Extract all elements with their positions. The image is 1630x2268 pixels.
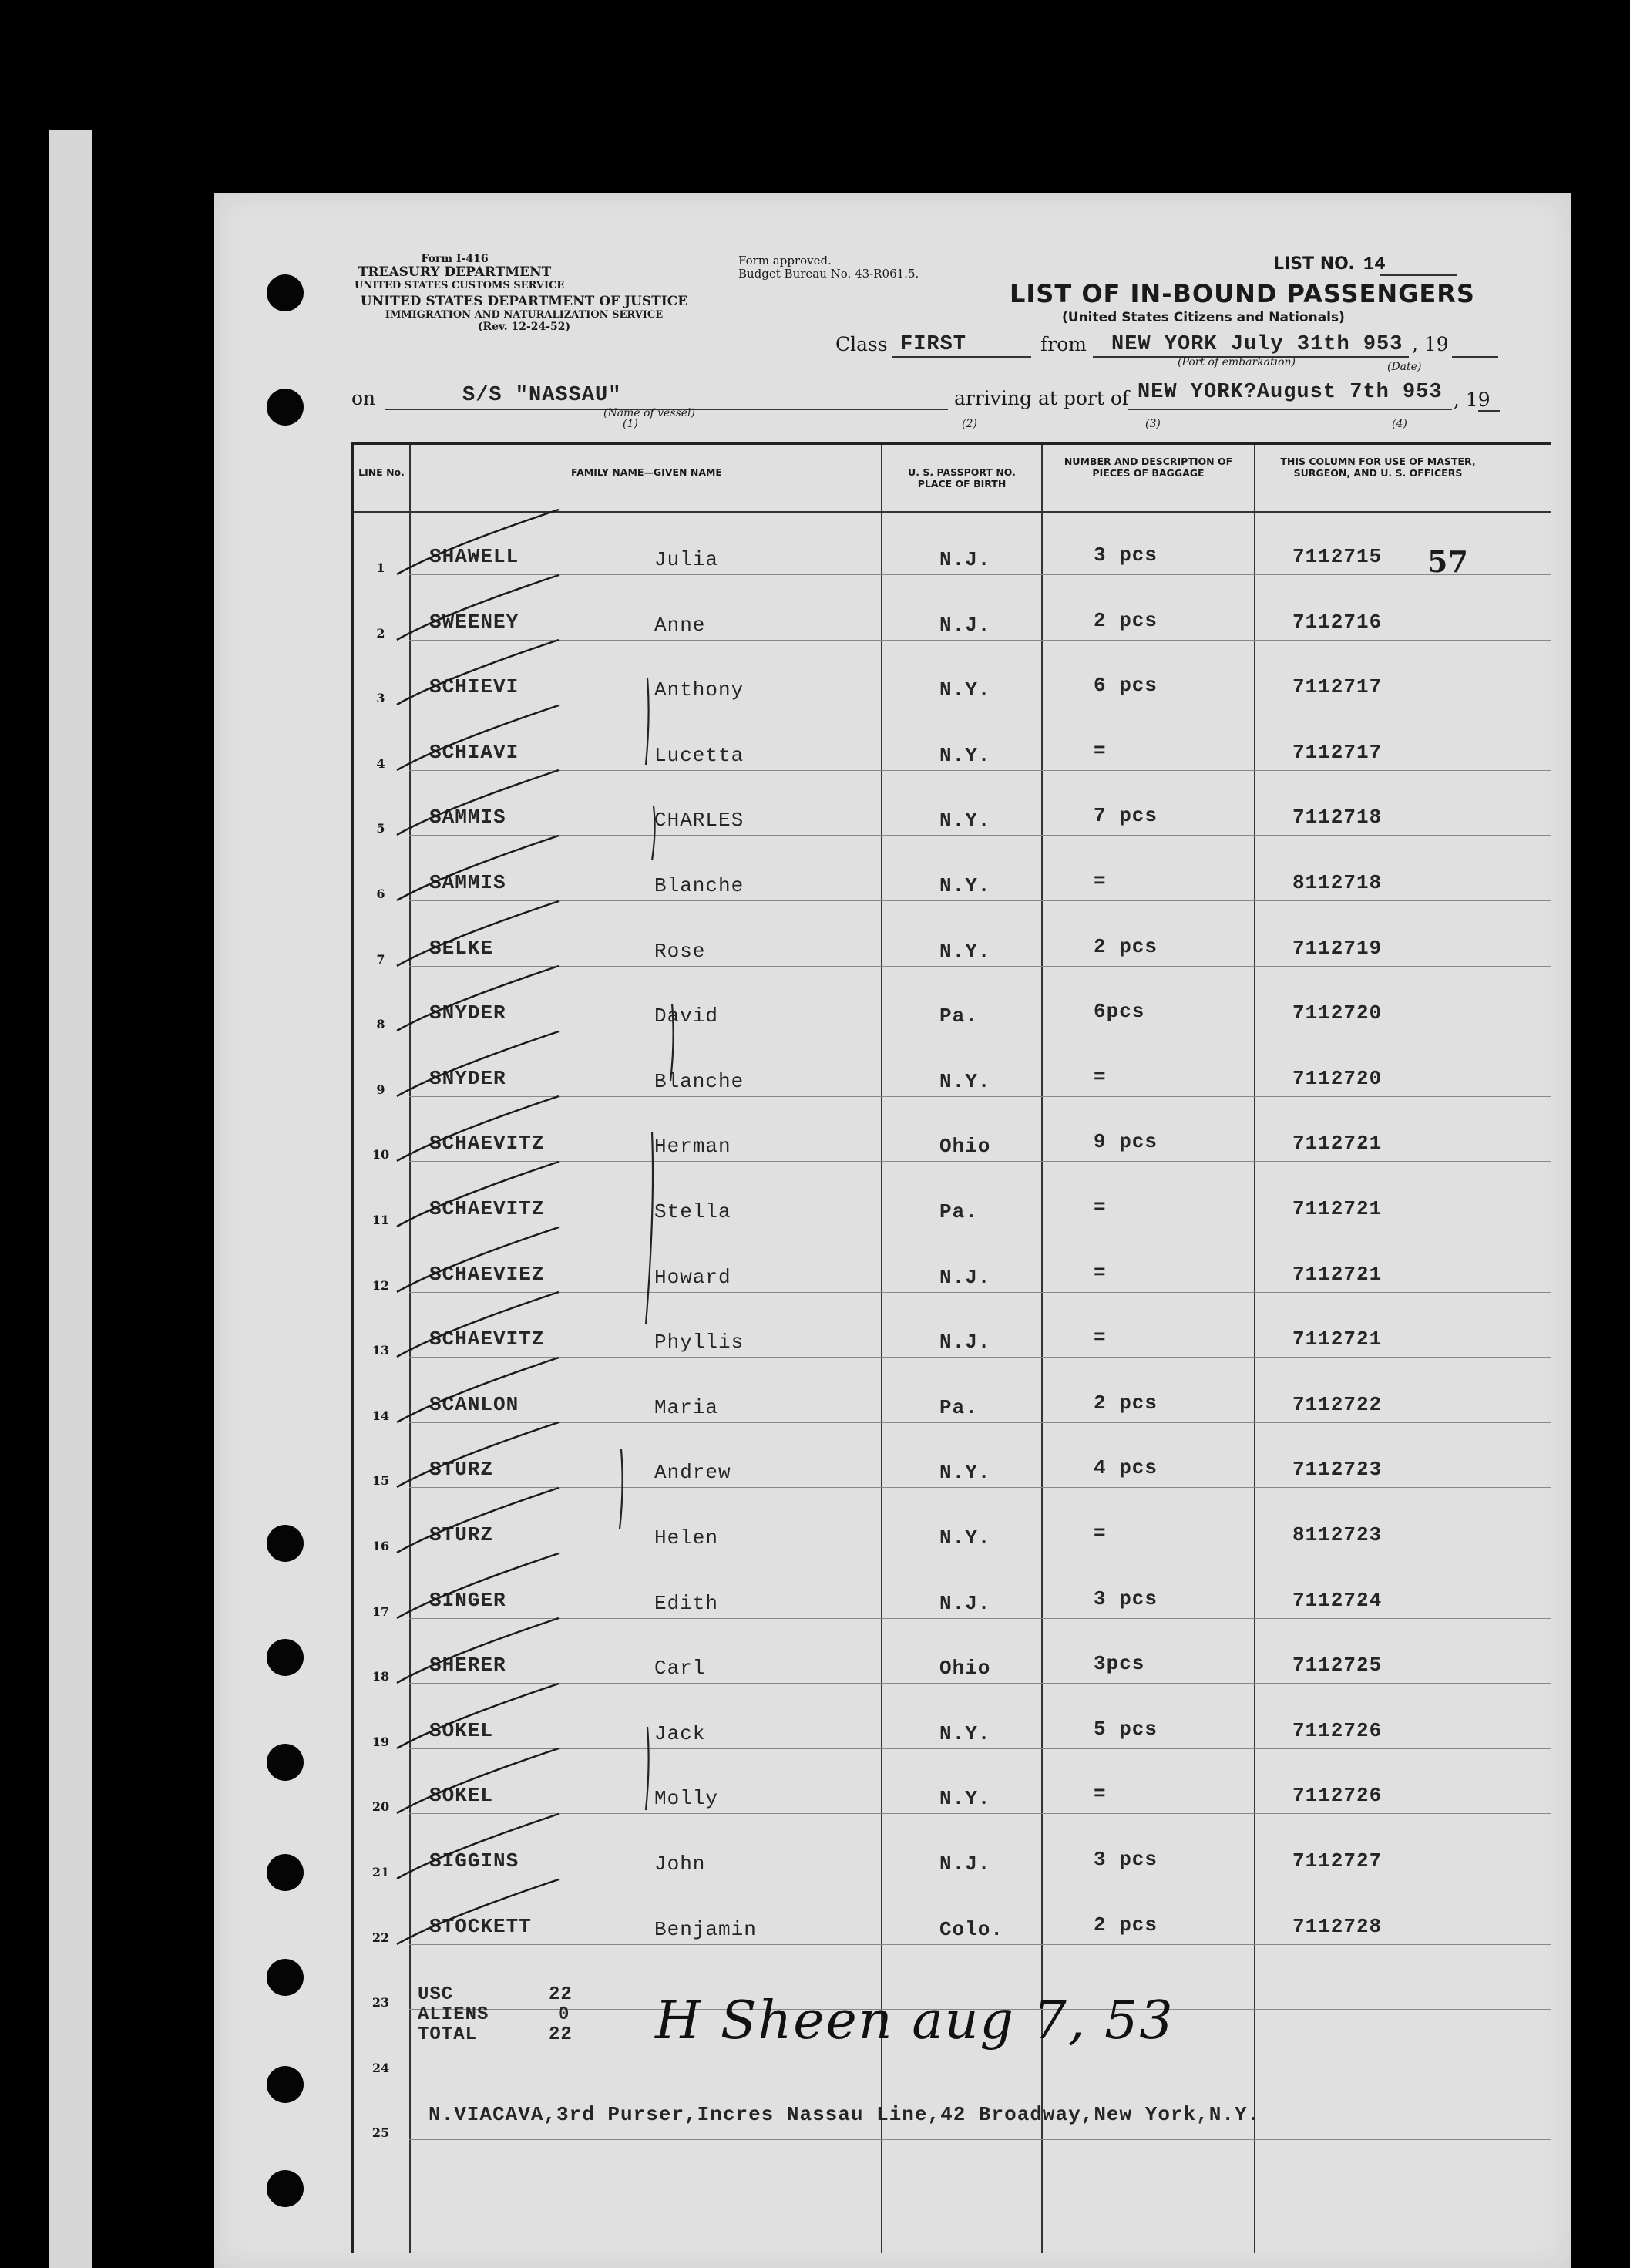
line-number: 22 bbox=[371, 1930, 390, 1945]
form-number: Form I-416 bbox=[421, 253, 489, 265]
passenger-family-name: SAMMIS bbox=[429, 806, 506, 829]
list-no-label: LIST NO. bbox=[1273, 254, 1355, 274]
officer-number: 7112719 bbox=[1292, 936, 1383, 960]
check-mark bbox=[397, 640, 566, 709]
place-of-birth: N.Y. bbox=[939, 809, 991, 833]
date-caption: (Date) bbox=[1387, 361, 1422, 373]
check-mark bbox=[397, 1488, 566, 1557]
baggage-pieces: 7 pcs bbox=[1094, 804, 1158, 828]
line-number: 16 bbox=[371, 1539, 390, 1553]
officer-number: 7112720 bbox=[1292, 1066, 1383, 1090]
row-rule bbox=[409, 1748, 1551, 1749]
place-of-birth: N.J. bbox=[939, 1331, 991, 1354]
place-of-birth: N.J. bbox=[939, 1265, 991, 1289]
arriving-value: NEW YORK?August 7th 953 bbox=[1138, 381, 1443, 404]
passenger-family-name: SCHIEVI bbox=[429, 675, 519, 699]
manifest-sheet bbox=[214, 193, 1571, 2268]
baggage-pieces: = bbox=[1094, 1260, 1107, 1284]
passenger-family-name: SOKEL bbox=[429, 1784, 494, 1808]
usc-label: USC bbox=[418, 1984, 454, 2005]
officer-number: 7112728 bbox=[1292, 1914, 1383, 1938]
header-name: FAMILY NAME—GIVEN NAME bbox=[571, 466, 722, 478]
officer-number: 7112722 bbox=[1292, 1392, 1383, 1416]
list-number bbox=[1273, 254, 1386, 275]
place-of-birth: N.J. bbox=[939, 1591, 991, 1615]
col-num-1: (1) bbox=[623, 418, 638, 430]
from-value: NEW YORK July 31th 953 bbox=[1111, 333, 1403, 356]
baggage-pieces: = bbox=[1094, 1326, 1107, 1350]
officer-number: 7112715 bbox=[1292, 545, 1383, 568]
passenger-given-name: Stella bbox=[654, 1200, 731, 1223]
treasury-dept: TREASURY DEPARTMENT bbox=[358, 264, 552, 281]
passenger-family-name: SHAWELL bbox=[429, 545, 519, 568]
passenger-family-name: SCHAEVIEZ bbox=[429, 1262, 545, 1286]
passenger-family-name: SNYDER bbox=[429, 1001, 506, 1025]
line-number: 2 bbox=[376, 625, 385, 641]
officer-number: 7112718 bbox=[1292, 806, 1383, 829]
vessel-caption: (Name of vessel) bbox=[603, 407, 695, 419]
place-of-birth: N.Y. bbox=[939, 939, 991, 963]
passenger-given-name: Maria bbox=[654, 1395, 719, 1419]
place-of-birth: Colo. bbox=[939, 1917, 1004, 1941]
passenger-family-name: SINGER bbox=[429, 1588, 506, 1612]
passenger-given-name: David bbox=[654, 1004, 719, 1028]
baggage-pieces: 4 pcs bbox=[1094, 1456, 1158, 1480]
check-mark bbox=[397, 1096, 566, 1166]
passenger-family-name: SNYDER bbox=[429, 1066, 506, 1090]
form-approved: Form approved. bbox=[738, 254, 832, 268]
check-mark bbox=[397, 1162, 566, 1231]
baggage-pieces: 6pcs bbox=[1094, 1000, 1145, 1024]
passenger-family-name: SELKE bbox=[429, 936, 494, 960]
officer-number: 8112723 bbox=[1292, 1523, 1383, 1546]
purser-footer: N.VIACAVA,3rd Purser,Incres Nassau Line,42 Broadway,New York,N.Y. bbox=[429, 2103, 1261, 2126]
revision: (Rev. 12-24-52) bbox=[477, 321, 571, 334]
place-of-birth: N.Y. bbox=[939, 1526, 991, 1550]
passenger-family-name: SCHAEVITZ bbox=[429, 1197, 545, 1220]
baggage-pieces: = bbox=[1094, 1782, 1107, 1806]
line-number: 9 bbox=[376, 1082, 385, 1097]
year-underline-2 bbox=[1478, 410, 1500, 412]
passenger-given-name: Phyllis bbox=[654, 1331, 744, 1354]
row-rule bbox=[409, 1292, 1551, 1293]
baggage-pieces: 2 pcs bbox=[1094, 1391, 1158, 1415]
row-rule bbox=[409, 966, 1551, 967]
baggage-pieces: 6 pcs bbox=[1094, 674, 1158, 698]
baggage-pieces: 3 pcs bbox=[1094, 543, 1158, 567]
place-of-birth: N.J. bbox=[939, 548, 991, 571]
check-mark bbox=[397, 1748, 566, 1818]
baggage-pieces: = bbox=[1094, 870, 1107, 893]
handwritten-note: 57 bbox=[1427, 544, 1468, 579]
page-title: LIST OF IN-BOUND PASSENGERS bbox=[1010, 279, 1475, 308]
officer-number: 7112716 bbox=[1292, 610, 1383, 634]
line-number: 17 bbox=[371, 1603, 390, 1619]
row-rule bbox=[409, 2139, 1551, 2140]
passenger-given-name: Carl bbox=[654, 1657, 706, 1681]
check-mark bbox=[397, 705, 566, 775]
baggage-pieces: = bbox=[1094, 739, 1107, 762]
punch-hole bbox=[267, 1744, 304, 1781]
check-mark bbox=[397, 836, 566, 905]
total-label: TOTAL bbox=[418, 2024, 478, 2045]
budget-bureau: Budget Bureau No. 43-R061.5. bbox=[738, 267, 919, 281]
passenger-family-name: SCANLON bbox=[429, 1392, 519, 1416]
baggage-pieces: 3 pcs bbox=[1094, 1848, 1158, 1871]
officer-number: 7112717 bbox=[1292, 740, 1383, 764]
punch-hole bbox=[267, 389, 304, 426]
passenger-given-name: Herman bbox=[654, 1135, 731, 1159]
class-label: Class bbox=[835, 333, 888, 355]
col-num-3: (3) bbox=[1145, 418, 1161, 430]
passenger-given-name: Blanche bbox=[654, 874, 744, 897]
header-officers: THIS COLUMN FOR USE OF MASTER, SURGEON, AND U. S. OFFICERS bbox=[1280, 456, 1476, 479]
passenger-given-name: Andrew bbox=[654, 1461, 731, 1485]
list-no-value: 14 bbox=[1363, 254, 1386, 275]
arriving-underline bbox=[1128, 409, 1452, 410]
officer-number: 7112725 bbox=[1292, 1654, 1383, 1677]
punch-hole bbox=[267, 274, 304, 311]
row-rule bbox=[409, 1487, 1551, 1488]
place-of-birth: Ohio bbox=[939, 1135, 991, 1159]
baggage-pieces: = bbox=[1094, 1522, 1107, 1545]
line-number: 1 bbox=[376, 560, 385, 575]
col-num-4: (4) bbox=[1392, 418, 1407, 430]
usc-value: 22 bbox=[549, 1984, 573, 2005]
from-label: from bbox=[1040, 333, 1087, 355]
line-number: 25 bbox=[371, 2125, 390, 2141]
dept-block bbox=[355, 294, 694, 334]
on-label: on bbox=[351, 387, 376, 409]
port-caption: (Port of embarkation) bbox=[1178, 356, 1296, 368]
line-number: 13 bbox=[371, 1343, 390, 1358]
place-of-birth: N.Y. bbox=[939, 1787, 991, 1811]
form-block bbox=[355, 253, 565, 292]
ins-service: IMMIGRATION AND NATURALIZATION SERVICE bbox=[385, 308, 664, 321]
aliens-value: 0 bbox=[558, 2004, 570, 2025]
passenger-given-name: Anthony bbox=[654, 678, 744, 702]
row-rule bbox=[409, 574, 1551, 575]
justice-dept: UNITED STATES DEPARTMENT OF JUSTICE bbox=[360, 294, 688, 309]
line-number: 18 bbox=[371, 1669, 390, 1684]
row-rule bbox=[409, 1618, 1551, 1619]
line-number: 10 bbox=[371, 1147, 390, 1163]
line-number: 5 bbox=[376, 821, 385, 836]
check-mark bbox=[397, 1879, 566, 1949]
officer-number: 7112727 bbox=[1292, 1849, 1383, 1873]
passenger-given-name: Molly bbox=[654, 1787, 719, 1811]
line-number: 14 bbox=[371, 1408, 390, 1423]
list-no-underline bbox=[1380, 274, 1457, 276]
check-mark bbox=[397, 1553, 566, 1623]
manifest-table bbox=[351, 442, 1551, 2253]
row-rule bbox=[409, 1161, 1551, 1162]
check-mark bbox=[397, 1684, 566, 1753]
punch-hole bbox=[267, 1525, 304, 1562]
row-rule bbox=[409, 835, 1551, 836]
row-rule bbox=[409, 1683, 1551, 1684]
row-rule bbox=[409, 1096, 1551, 1097]
passenger-given-name: Helen bbox=[654, 1526, 719, 1550]
row-rule bbox=[409, 1944, 1551, 1945]
baggage-pieces: 5 pcs bbox=[1094, 1717, 1158, 1741]
line-number: 7 bbox=[376, 951, 385, 967]
place-of-birth: N.J. bbox=[939, 1852, 991, 1876]
officer-number: 7112717 bbox=[1292, 675, 1383, 699]
check-mark bbox=[397, 1358, 566, 1427]
place-of-birth: N.Y. bbox=[939, 743, 991, 767]
passenger-family-name: SHERER bbox=[429, 1654, 506, 1677]
place-of-birth: N.Y. bbox=[939, 1069, 991, 1093]
officer-number: 7112724 bbox=[1292, 1588, 1383, 1612]
place-of-birth: Ohio bbox=[939, 1657, 991, 1681]
place-of-birth: N.J. bbox=[939, 613, 991, 637]
line-number: 21 bbox=[371, 1865, 390, 1879]
officer-number: 7112726 bbox=[1292, 1784, 1383, 1808]
passenger-given-name: Blanche bbox=[654, 1069, 744, 1093]
row-rule bbox=[409, 1422, 1551, 1423]
passenger-family-name: SCHAEVITZ bbox=[429, 1132, 545, 1156]
year-label: , 19 bbox=[1412, 333, 1449, 355]
baggage-pieces: 9 pcs bbox=[1094, 1130, 1158, 1154]
line-number: 23 bbox=[371, 1995, 390, 2011]
check-mark bbox=[397, 966, 566, 1035]
line-number: 8 bbox=[376, 1017, 385, 1032]
baggage-pieces: = bbox=[1094, 1196, 1107, 1219]
officer-number: 7112721 bbox=[1292, 1327, 1383, 1351]
punch-hole bbox=[267, 1854, 304, 1891]
passenger-family-name: STOCKETT bbox=[429, 1914, 532, 1938]
approval-block bbox=[738, 254, 919, 281]
passenger-given-name: Howard bbox=[654, 1265, 731, 1289]
row-rule bbox=[409, 900, 1551, 901]
passenger-given-name: Edith bbox=[654, 1591, 719, 1615]
passenger-family-name: SOKEL bbox=[429, 1718, 494, 1742]
officer-number: 7112723 bbox=[1292, 1458, 1383, 1482]
baggage-pieces: = bbox=[1094, 1065, 1107, 1089]
customs-service: UNITED STATES CUSTOMS SERVICE bbox=[355, 279, 565, 291]
passenger-given-name: Anne bbox=[654, 613, 706, 637]
header-passport: U. S. PASSPORT NO. PLACE OF BIRTH bbox=[908, 466, 1016, 490]
punch-hole bbox=[267, 2066, 304, 2103]
class-underline bbox=[892, 356, 1031, 358]
line-number: 24 bbox=[371, 2060, 390, 2075]
place-of-birth: Pa. bbox=[939, 1004, 978, 1028]
check-mark bbox=[397, 1227, 566, 1297]
line-number: 19 bbox=[371, 1734, 390, 1749]
passenger-given-name: Jack bbox=[654, 1721, 706, 1745]
line-number: 4 bbox=[376, 755, 385, 771]
passenger-family-name: SCHIAVI bbox=[429, 740, 519, 764]
passenger-family-name: SWEENEY bbox=[429, 610, 519, 634]
check-mark bbox=[397, 1422, 566, 1492]
place-of-birth: N.Y. bbox=[939, 1461, 991, 1485]
place-of-birth: Pa. bbox=[939, 1395, 978, 1419]
check-mark bbox=[397, 1292, 566, 1361]
check-mark bbox=[397, 1618, 566, 1688]
line-number: 11 bbox=[371, 1213, 390, 1227]
check-mark bbox=[397, 1031, 566, 1101]
officer-number: 7112721 bbox=[1292, 1197, 1383, 1220]
officer-number: 7112720 bbox=[1292, 1001, 1383, 1025]
col-num-2: (2) bbox=[962, 418, 977, 430]
place-of-birth: N.Y. bbox=[939, 1721, 991, 1745]
check-mark bbox=[397, 770, 566, 840]
officer-signature: H Sheen aug 7, 53 bbox=[655, 1990, 1175, 2051]
passenger-given-name: John bbox=[654, 1852, 706, 1876]
line-number: 12 bbox=[371, 1277, 390, 1293]
officer-number: 7112721 bbox=[1292, 1132, 1383, 1156]
baggage-pieces: 2 pcs bbox=[1094, 934, 1158, 958]
passenger-given-name: Lucetta bbox=[654, 743, 744, 767]
passenger-family-name: STURZ bbox=[429, 1523, 494, 1546]
row-rule bbox=[409, 1813, 1551, 1814]
place-of-birth: N.Y. bbox=[939, 874, 991, 897]
class-value: FIRST bbox=[900, 333, 967, 356]
officer-number: 8112718 bbox=[1292, 871, 1383, 894]
year-underline bbox=[1452, 356, 1498, 358]
place-of-birth: N.Y. bbox=[939, 678, 991, 702]
line-number: 15 bbox=[371, 1473, 390, 1489]
left-paper-strip bbox=[49, 130, 92, 2268]
check-mark bbox=[397, 510, 566, 579]
passenger-family-name: SCHAEVITZ bbox=[429, 1327, 545, 1351]
year-label-2: , 19 bbox=[1454, 389, 1491, 411]
arriving-label: arriving at port of bbox=[954, 387, 1130, 409]
passenger-given-name: CHARLES bbox=[654, 809, 744, 833]
baggage-pieces: 3 pcs bbox=[1094, 1587, 1158, 1610]
passenger-family-name: SAMMIS bbox=[429, 871, 506, 894]
punch-hole bbox=[267, 1959, 304, 1996]
passenger-family-name: SIGGINS bbox=[429, 1849, 519, 1873]
row-rule bbox=[409, 1357, 1551, 1358]
line-number: 20 bbox=[371, 1799, 390, 1815]
baggage-pieces: 2 pcs bbox=[1094, 1913, 1158, 1937]
punch-hole bbox=[267, 1639, 304, 1676]
punch-hole bbox=[267, 2170, 304, 2207]
row-rule bbox=[409, 770, 1551, 771]
passenger-given-name: Julia bbox=[654, 548, 719, 571]
line-number: 3 bbox=[376, 691, 385, 706]
line-number: 6 bbox=[376, 887, 385, 901]
header-baggage: NUMBER AND DESCRIPTION OF PIECES OF BAGGAGE bbox=[1064, 456, 1233, 479]
passenger-family-name: STURZ bbox=[429, 1458, 494, 1482]
row-rule bbox=[409, 640, 1551, 641]
aliens-label: ALIENS bbox=[418, 2004, 489, 2025]
officer-number: 7112721 bbox=[1292, 1262, 1383, 1286]
total-value: 22 bbox=[549, 2024, 573, 2045]
page-subtitle: (United States Citizens and Nationals) bbox=[1062, 310, 1345, 325]
check-mark bbox=[397, 575, 566, 644]
vessel-value: S/S "NASSAU" bbox=[462, 384, 622, 407]
check-mark bbox=[397, 901, 566, 971]
officer-number: 7112726 bbox=[1292, 1718, 1383, 1742]
header-line-no: LINE No. bbox=[358, 466, 405, 478]
baggage-pieces: 2 pcs bbox=[1094, 608, 1158, 632]
passenger-given-name: Benjamin bbox=[654, 1917, 757, 1941]
place-of-birth: Pa. bbox=[939, 1200, 978, 1223]
check-mark bbox=[397, 1814, 566, 1883]
passenger-given-name: Rose bbox=[654, 939, 706, 963]
baggage-pieces: 3pcs bbox=[1094, 1652, 1145, 1676]
